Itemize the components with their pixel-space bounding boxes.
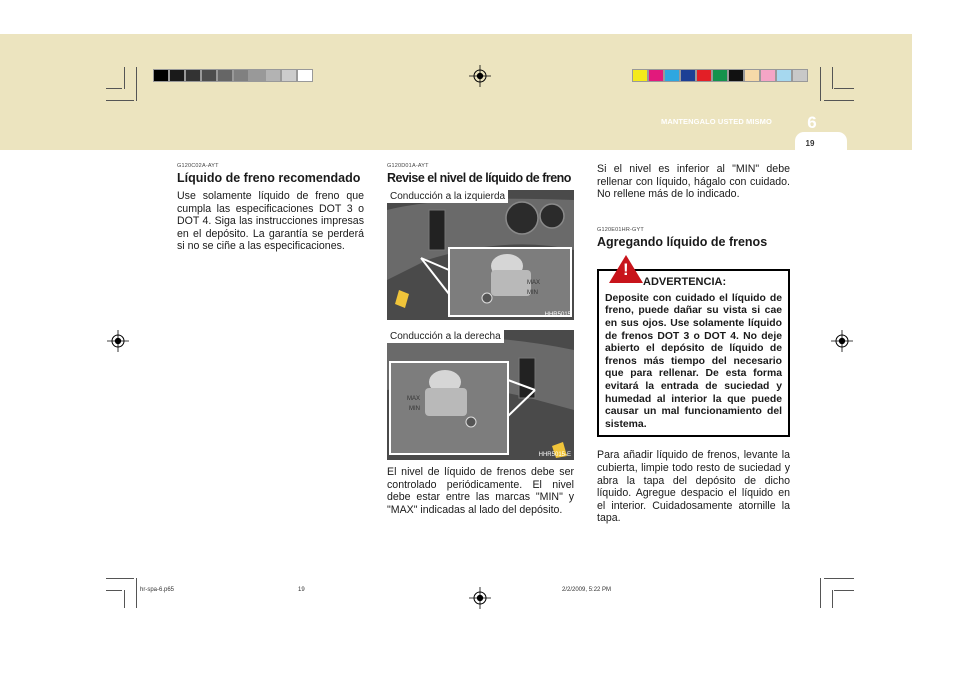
section-heading: Revise el nivel de líquido de freno	[387, 171, 571, 185]
color-swatch	[201, 69, 217, 82]
section-code: G120D01A-AYT	[387, 163, 429, 169]
photo-left-hand-drive	[387, 190, 574, 320]
section-body: Para añadir líquido de frenos, levante la cubierta, limpie todo resto de suciedad y abra la tapa del depósito de dicho líquido. Agregue despacio el líquido en el interior. Cuidadosamente atornille la tapa.	[597, 449, 790, 525]
photo-code: HHR5015-E	[538, 452, 571, 458]
registration-mark-icon	[469, 587, 491, 609]
photo-label: Conducción a la derecha	[387, 330, 504, 343]
photo-right-hand-drive	[387, 330, 574, 460]
svg-text:MAX: MAX	[527, 280, 541, 286]
color-swatch	[744, 69, 760, 82]
color-swatch	[792, 69, 808, 82]
color-swatch	[632, 69, 648, 82]
color-bar	[632, 69, 808, 82]
color-swatch	[712, 69, 728, 82]
photo-code: HHR5015	[544, 312, 571, 318]
color-swatch	[728, 69, 744, 82]
section-body: El nivel de líquido de frenos debe ser controlado periódicamente. El nivel debe estar entre las marcas "MIN" y "MAX" indicadas al lado del depósito.	[387, 466, 574, 516]
svg-text:MIN: MIN	[409, 406, 420, 412]
section-heading: Agregando líquido de frenos	[597, 234, 768, 249]
section-code: G120C02A-AYT	[177, 163, 219, 169]
section-body: Use solamente líquido de freno que cumpla las especificaciones DOT 3 o DOT 4. Siga las instrucciones impresas en el depósito. La garantía se perderá si no se ciñe a las especificaciones.	[177, 190, 364, 253]
dashboard-photo-illustration	[387, 330, 574, 460]
footer-page: 19	[298, 587, 305, 593]
color-swatch	[185, 69, 201, 82]
page-number: 19	[805, 139, 815, 148]
warning-title: ADVERTENCIA:	[643, 275, 727, 288]
svg-text:MAX: MAX	[407, 396, 421, 402]
color-swatch	[776, 69, 792, 82]
warning-exclamation-icon: !	[623, 259, 629, 279]
svg-text:MIN: MIN	[527, 290, 538, 296]
chapter-number: 6	[807, 113, 817, 132]
section-code: G120E01HR-GYT	[597, 226, 644, 233]
color-swatch	[281, 69, 297, 82]
registration-mark-icon	[107, 330, 129, 352]
grayscale-bar	[153, 69, 313, 82]
footer-file: hr-spa-6.p65	[140, 587, 175, 593]
color-swatch	[760, 69, 776, 82]
color-swatch	[664, 69, 680, 82]
dashboard-photo-illustration	[387, 190, 574, 320]
intro-text: Si el nivel es inferior al "MIN" debe rellenar con líquido, hágalo con cuidado. No rellene más de lo indicado.	[597, 163, 790, 201]
color-swatch	[169, 69, 185, 82]
section-check-level	[387, 163, 574, 516]
color-swatch	[153, 69, 169, 82]
chapter-title: MANTENGALO USTED MISMO	[661, 117, 772, 126]
color-swatch	[680, 69, 696, 82]
color-swatch	[233, 69, 249, 82]
color-swatch	[696, 69, 712, 82]
registration-mark-icon	[469, 65, 491, 87]
warning-box	[597, 259, 790, 438]
color-swatch	[217, 69, 233, 82]
color-swatch	[648, 69, 664, 82]
registration-mark-icon	[831, 330, 853, 352]
warning-text: Deposite con cuidado el líquido de freno, puede dañar su vista si cae en sus ojos. Use solamente líquido de frenos DOT 3 o DOT 4. No deje abierto el depósito de líquido de frenos más tiempo del necesario que para rellenar. De esta forma evitará la entrada de suciedad y humedad al interior la que puede causar un mal funcionamiento del sistema.	[605, 292, 782, 430]
section-heading: Líquido de freno recomendado	[177, 171, 361, 185]
photo-label: Conducción a la izquierda	[387, 190, 508, 203]
section-adding-fluid	[597, 163, 790, 525]
footer-date: 2/2/2009, 5:22 PM	[562, 587, 612, 593]
color-swatch	[249, 69, 265, 82]
color-swatch	[265, 69, 281, 82]
section-recommended-fluid	[177, 163, 364, 253]
color-swatch	[297, 69, 313, 82]
